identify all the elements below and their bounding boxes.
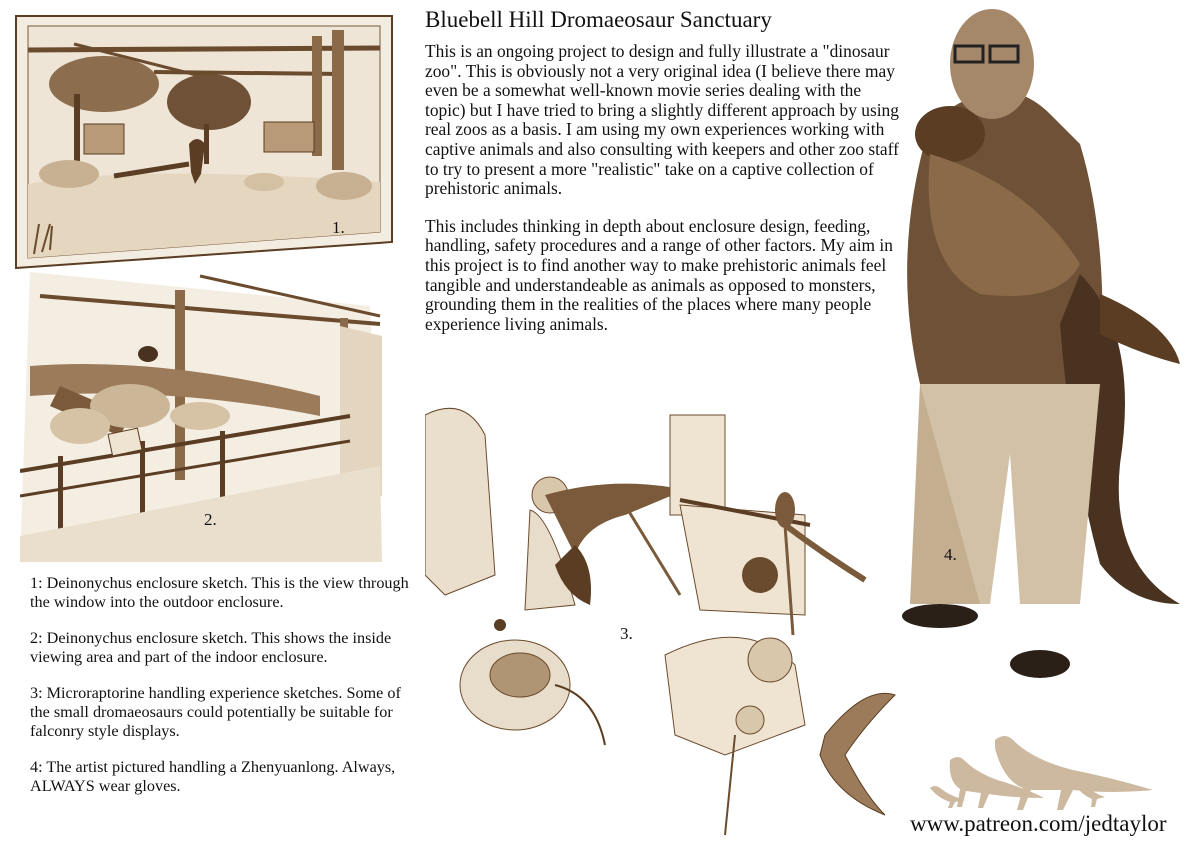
figure-number-3: 3. [620,624,633,643]
sketch-handling-experience [425,395,900,835]
figure-captions [30,574,410,813]
figure-number-2: 2. [204,510,217,529]
sketch-artist-with-zhenyuanlong [880,4,1180,724]
figure-number-1: 1. [332,218,345,237]
page-title: Bluebell Hill Dromaeosaur Sanctuary [425,7,772,32]
intro-paragraph: This is an ongoing project to design and fully illustrate a "dinosaur zoo". This is obviously not a very original idea (I believe there may even be a somewhat well-known movie series dealing with the topic) but I have tried to bring a slightly different approach by using real zoos as a basis. I am using my own experiences working with captive animals and also consulting with keepers and other zoo staff to try to present a more "realistic" take on a captive collection of prehistoric animals. [425,41,899,199]
caption-3: 3: Microraptorine handling experience sketches. Some of the small dromaeosaurs could potentially be suitable for falconry style displays. [30,684,401,740]
intro-text [425,42,900,352]
caption-4: 4: The artist pictured handling a Zhenyuanlong. Always, ALWAYS wear gloves. [30,758,396,795]
figure-number-4: 4. [944,545,957,564]
patreon-url: www.patreon.com/jedtaylor [910,811,1167,836]
caption-2: 2: Deinonychus enclosure sketch. This shows the inside viewing area and part of the indoor enclosure. [30,629,392,666]
sketch-indoor-viewing-area [20,266,382,562]
intro-paragraph: This includes thinking in depth about enclosure design, feeding, handling, safety procedures and a range of other factors. My aim in this project is to find another way to make prehistoric animals feel tangible and understandeable as animals as opposed to monsters, grounding them in the realities of the places where many people experience living animals. [425,215,893,334]
caption-1: 1: Deinonychus enclosure sketch. This is the view through the window into the outdoor enclosure. [30,574,409,611]
dinosaur-silhouette-logo [925,730,1165,810]
